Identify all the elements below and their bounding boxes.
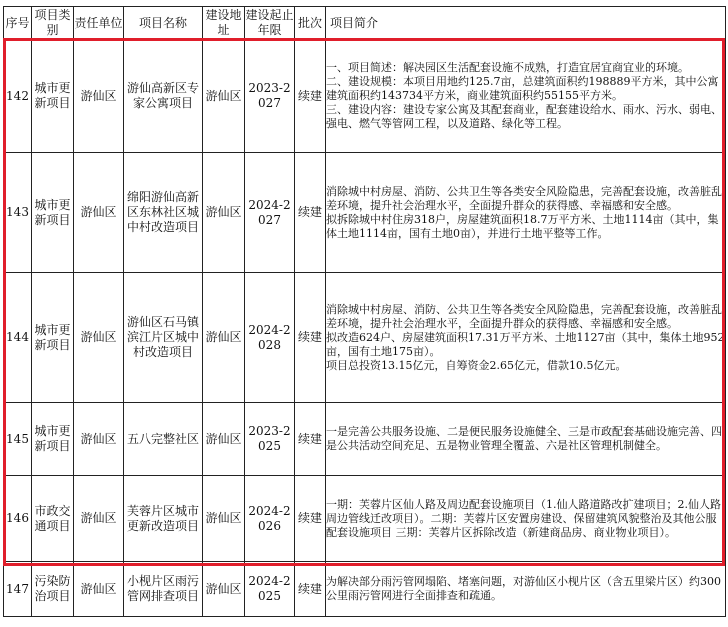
cell-intro xyxy=(326,153,726,273)
cell-period: 2023-2027 xyxy=(245,40,295,153)
table-row xyxy=(4,153,726,273)
cell-category: 城市更新项目 xyxy=(32,153,74,273)
cell-no: 147 xyxy=(4,562,32,617)
cell-batch: 续建 xyxy=(295,403,326,476)
cell-batch: 续建 xyxy=(295,562,326,617)
cell-period: 2024-2028 xyxy=(245,273,295,403)
cell-unit: 游仙区 xyxy=(74,476,124,562)
cell-no: 143 xyxy=(4,153,32,273)
cell-batch: 续建 xyxy=(295,40,326,153)
intro-paragraph: 一、项目简述：解决园区生活配套设施不成熟，打造宜居宜商宜业的环境。 xyxy=(326,61,689,74)
intro-paragraph: 一期：芙蓉片区仙人路及周边配套设施项目（1.仙人路道路改扩建项目；2.仙人路周边管线迁改项目）。二期：芙蓉片区安置房建设、保留建筑风貌整治及其他公服配套设施项目 三期：芙蓉片区拆除改造（新建商品房、商业物业项目）。 xyxy=(326,497,721,539)
cell-no: 144 xyxy=(4,273,32,403)
header-location: 建设地址 xyxy=(203,7,245,40)
intro-paragraph: 为解决部分雨污管网塌陷、堵塞问题，对游仙区小枧片区（含五里梁片区）约300公里雨污管网进行全面排查和疏通。 xyxy=(326,575,721,602)
cell-location: 游仙区 xyxy=(203,153,245,273)
cell-unit: 游仙区 xyxy=(74,153,124,273)
intro-paragraph: 消除城中村房屋、消防、公共卫生等各类安全风险隐患，完善配套设施，改善脏乱差环境，提升社会治理水平，全面提升群众的获得感、幸福感和安全感。 xyxy=(326,184,722,212)
intro-paragraph: 项目总投资13.15亿元，自筹资金2.65亿元，借款10.5亿元。 xyxy=(326,358,627,372)
cell-no: 145 xyxy=(4,403,32,476)
cell-period: 2024-2027 xyxy=(245,153,295,273)
header-category: 项目类别 xyxy=(32,7,74,40)
header-period: 建设起止年限 xyxy=(245,7,295,40)
header-unit: 责任单位 xyxy=(74,7,124,40)
cell-no: 142 xyxy=(4,40,32,153)
table-row xyxy=(4,273,726,403)
header-intro: 项目简介 xyxy=(326,7,726,40)
cell-name: 游仙区石马镇滨江片区城中村改造项目 xyxy=(124,273,203,403)
header-no: 序号 xyxy=(4,7,32,40)
table-header-row xyxy=(4,7,726,40)
cell-intro xyxy=(326,40,726,153)
table-row xyxy=(4,40,726,153)
cell-batch: 续建 xyxy=(295,153,326,273)
cell-category: 市政交通项目 xyxy=(32,476,74,562)
intro-paragraph: 二、建设规模：本项目用地约125.7亩，总建筑面积约198889平方米，其中公寓建筑面积约143734平方米，商业建筑面积约55155平方米。 xyxy=(326,75,719,102)
project-table xyxy=(3,6,726,617)
header-batch: 批次 xyxy=(295,7,326,40)
cell-category: 城市更新项目 xyxy=(32,403,74,476)
cell-name: 小枧片区雨污管网排查项目 xyxy=(124,562,203,617)
cell-location: 游仙区 xyxy=(203,40,245,153)
intro-paragraph: 三、建设内容：建设专家公寓及其配套商业，配套建设给水、雨水、污水、弱电、强电、燃气等管网工程，以及道路、绿化等工程。 xyxy=(326,103,722,130)
cell-location: 游仙区 xyxy=(203,403,245,476)
cell-location: 游仙区 xyxy=(203,562,245,617)
cell-unit: 游仙区 xyxy=(74,562,124,617)
intro-paragraph: 拟改造624户、房屋建筑面积17.31万平方米、土地1127亩（其中，集体土地952亩，国有土地175亩）。 xyxy=(326,330,725,358)
cell-unit: 游仙区 xyxy=(74,403,124,476)
header-name: 项目名称 xyxy=(124,7,203,40)
intro-paragraph: 消除城中村房屋、消防、公共卫生等各类安全风险隐患，完善配套设施，改善脏乱差环境，提升社会治理水平，全面提升群众的获得感、幸福感和安全感。 xyxy=(326,302,722,330)
table-row xyxy=(4,403,726,476)
cell-period: 2024-2026 xyxy=(245,476,295,562)
cell-batch: 续建 xyxy=(295,476,326,562)
cell-intro xyxy=(326,476,726,562)
cell-location: 游仙区 xyxy=(203,476,245,562)
cell-batch: 续建 xyxy=(295,273,326,403)
cell-intro xyxy=(326,562,726,617)
cell-no: 146 xyxy=(4,476,32,562)
cell-name: 芙蓉片区城市更新改造项目 xyxy=(124,476,203,562)
cell-period: 2023-2025 xyxy=(245,403,295,476)
cell-location: 游仙区 xyxy=(203,273,245,403)
cell-unit: 游仙区 xyxy=(74,40,124,153)
cell-category: 污染防治项目 xyxy=(32,562,74,617)
cell-name: 绵阳游仙高新区东林社区城中村改造项目 xyxy=(124,153,203,273)
intro-paragraph: 一是完善公共服务设施、二是便民服务设施健全、三是市政配套基础设施完善、四是公共活动空间充足、五是物业管理全覆盖、六是社区管理机制健全。 xyxy=(326,425,722,452)
table-row xyxy=(4,562,726,617)
cell-intro xyxy=(326,403,726,476)
cell-category: 城市更新项目 xyxy=(32,40,74,153)
intro-paragraph: 拟拆除城中村住房318户，房屋建筑面积18.7万平方米、土地1114亩（其中，集体土地1114亩，国有土地0亩），并进行土地平整等工作。 xyxy=(326,212,719,240)
cell-unit: 游仙区 xyxy=(74,273,124,403)
cell-name: 五八完整社区 xyxy=(124,403,203,476)
cell-period: 2024-2025 xyxy=(245,562,295,617)
cell-intro xyxy=(326,273,726,403)
cell-name: 游仙高新区专家公寓项目 xyxy=(124,40,203,153)
cell-category: 城市更新项目 xyxy=(32,273,74,403)
table-row xyxy=(4,476,726,562)
